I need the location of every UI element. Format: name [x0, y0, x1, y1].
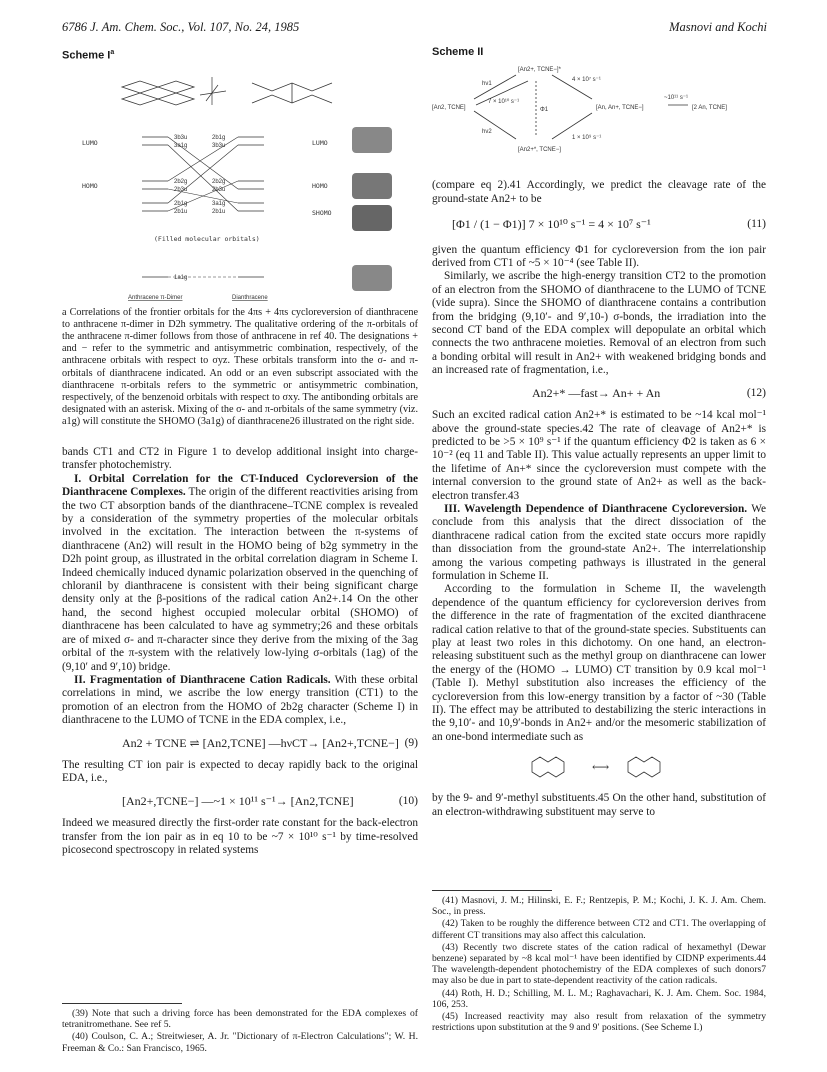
- anthracene-dimer-sketch: [122, 81, 194, 105]
- footnote-39: (39) Note that such a driving force has been demonstrated for the EDA complexes of tetranitromethane. See ref 5.: [62, 1008, 418, 1031]
- scheme-2-left: [An2, TCNE]: [432, 105, 466, 112]
- footnote-rule-left: [62, 1003, 182, 1004]
- anthracene-dimer-label: Anthracene π-Dimer: [128, 295, 183, 302]
- equation-10: [An2+,TCNE−] —~1 × 10¹¹ s⁻¹→ [An2,TCNE] (10): [122, 793, 418, 808]
- equation-11: [Φ1 / (1 − Φ1)] 7 × 10¹⁰ s⁻¹ = 4 × 10⁷ s⁻¹ (11): [452, 217, 766, 232]
- ion-pair-paragraph: The resulting CT ion pair is expected to decay rapidly back to the original EDA, i.e.,: [62, 758, 418, 785]
- scheme-2-far-right: [2 An, TCNE]: [692, 105, 727, 112]
- scheme-2-hv1: hν1: [482, 81, 492, 88]
- scheme-1-orbital-diagram: [62, 65, 418, 303]
- according-paragraph: According to the formulation in Scheme II, the wavelength dependence of the quantum efficiency for cycloreversion derives from the difference in the rate of fragmentation of the excited dianthracene radical cation relative to that of the ground-state species. Substituents can play at least two roles in this dichotomy. On one hand, an electron-releasing substituent such as the methyl group on dianthracene can lower the energy of the (HOMO → LUMO) CT transition by 0.9 kcal mol⁻¹ (Table I). Methyl substitution also increases the efficiency of the cycloreversion from this low-energy transition by a factor of ~30 (Table II). The effect may be attributed to destabilizing the steric interactions in the 9,10′- and 10,9′-bonds in An2+ and/or the mesomeric stabilization of an one-bond intermediate such as: [432, 583, 766, 743]
- running-header-right: Masnovi and Kochi: [669, 20, 767, 34]
- svg-text:2b3u: 2b3u: [212, 187, 226, 194]
- svg-text:3a1g: 3a1g: [212, 201, 226, 208]
- left-column: [62, 46, 418, 857]
- section-1-heading: I. Orbital Correlation for the CT-Induced Cycloreversion of the Dianthracene Complexes.: [62, 472, 418, 499]
- running-header-left: 6786 J. Am. Chem. Soc., Vol. 107, No. 24, 1985: [62, 20, 300, 34]
- svg-text:3b3u: 3b3u: [212, 143, 226, 150]
- equation-9: An2 + TCNE ⇌ [An2,TCNE] —hνCT→ [An2+,TCNE−] (9): [122, 735, 418, 750]
- svg-text:2b1g: 2b1g: [174, 201, 188, 208]
- svg-text:2b1u: 2b1u: [212, 209, 226, 216]
- svg-text:2b3u: 2b3u: [174, 187, 188, 194]
- footnote-42: (42) Taken to be roughly the difference between CT2 and CT1. The overlapping of different CT transitions may also affect this calculation.: [432, 918, 766, 941]
- scheme-2-hv2: hν2: [482, 129, 492, 136]
- section-1-paragraph: I. Orbital Correlation for the CT-Induced Cycloreversion of the Dianthracene Complexes. The origin of the different reactivities arising from the two CT absorption bands of the dianthracene–TCNE complex is revealed by a consideration of the symmetry properties of the molecular orbitals involved in the excitation. The interaction between the π-systems of dianthracene (An2) will result in the HOMO being of b2g symmetry in the D2h point group, as illustrated in the orbital correlation diagram in Scheme I. Indeed chemically induced dynamic polarization observed in the quenching of chloranil by dianthracene is consistent with their being significant charge density only at the β-positions of the radical cation An2+.14 On the other hand, the second highest occupied molecular orbital (SHOMO) of dianthracene has been calculated to have ag symmetry;26 and these orbitals are of mixed σ- and π-character since they derive from the mixing of the 3ag orbital of the π-system with the relatively low-lying σ-orbitals (1ag) of the (9,10′ and 9′,10) bridge.: [62, 472, 418, 673]
- section-3-paragraph: III. Wavelength Dependence of Dianthracene Cycloreversion. We conclude from this analysis that the direct dissociation of the dianthracene radical cation from the excited state occurs more rapidly than dissociation from the ground-state An2+. The interrelationship among the various competing pathways is illustrated in the general formulation in Scheme II.: [432, 502, 766, 582]
- right-footnotes: [432, 895, 766, 1034]
- footnote-rule-right: [432, 890, 552, 891]
- scheme-2-title: Scheme II: [432, 46, 484, 58]
- scheme-2-k-bottom: 1 × 10⁹ s⁻¹: [572, 135, 602, 142]
- similarly-paragraph: Similarly, we ascribe the high-energy transition CT2 to the promotion of an electron from the SHOMO of dianthracene to the LUMO of TCNE (vide supra). Since the SHOMO of dianthracene contains a contribution from the bridging (9,10′- and 9′,10-) σ-bonds, the irradiation into the second CT band of the EDA complex will depopulate an orbital which connects the two anthracene moieties. Removal of an electron from such a bonding orbital will result in An2+ with weakened bridging bonds and an increased rate of fragmentation, i.e.,: [432, 270, 766, 377]
- one-bond-intermediate-structures: [432, 748, 766, 788]
- filled-orbitals-note: (Filled molecular orbitals): [154, 235, 260, 244]
- footnote-45: (45) Increased reactivity may also result from relaxation of the symmetry restrictions upon substitution at the 9 and 9′ positions. (See Scheme I.): [432, 1011, 766, 1034]
- lumo-label: LUMO: [82, 139, 98, 148]
- svg-text:1a1g: 1a1g: [174, 275, 188, 282]
- svg-text:2b1u: 2b1u: [174, 209, 188, 216]
- section-2-heading: II. Fragmentation of Dianthracene Cation Radicals.: [74, 673, 331, 686]
- scheme-2-diagram: [432, 59, 766, 163]
- right-levels: [238, 137, 264, 277]
- compare-paragraph: (compare eq 2).41 Accordingly, we predict the cleavage rate of the ground-state An2+ to be: [432, 179, 766, 205]
- footnote-40: (40) Coulson, C. A.; Streitwieser, A. Jr. "Dictionary of π-Electron Calculations"; W. H. Freeman & Co.: San Francisco, 1965.: [62, 1031, 418, 1054]
- shomo-label: SHOMO: [312, 209, 332, 218]
- excited-paragraph: Such an excited radical cation An2+* is estimated to be ~14 kcal mol⁻¹ above the ground-state species.42 The rate of cleavage of An2+* is predicted to be >5 × 10⁹ s⁻¹ if the quantum efficiency Φ2 is taken as 6 × 10⁻² (eq 11 and Table II). This value actually represents an upper limit to the lifetime of An+* since the cycloreversion must compete with the internal conversion to the ground state of An2+ as well as the back-electron transfer.43: [432, 409, 766, 502]
- right-column: [432, 46, 766, 819]
- scheme-1-footnote: a Correlations of the frontier orbitals for the 4πs + 4πs cycloreversion of dianthracene to anthracene π-dimer in D2h symmetry. The qualitative ordering of the π-orbitals of the anthracene π-dimer follows from those of anthracene in ref 40. The designations + and − refer to the symmetric and antisymmetric combination, respectively, of the anthracene orbitals with respect to σyz. These orbitals transform into the σ- and π-orbitals of dianthracene indicated. An odd or an even subscript associated with the dianthracene π-orbitals refers to the symmetric or antisymmetric combination, respectively, of the benzenoid orbitals with respect to σxy. The antibonding orbitals are designated with an asterisk. Mixing of the σ- and π-orbitals of the same symmetry (viz. a1g) will constitute the SHOMO (3a1g) of dianthracene26 illustrated on the right side.: [62, 307, 418, 427]
- svg-text:3b3u: 3b3u: [174, 135, 188, 142]
- svg-text:2b1g: 2b1g: [212, 135, 226, 142]
- measured-paragraph: Indeed we measured directly the first-order rate constant for the back-electron transfer from the ion pair as in eq 10 to be ~7 × 10¹⁰ s⁻¹ by time-resolved picosecond spectroscopy in related systems: [62, 817, 418, 856]
- section-2-paragraph: II. Fragmentation of Dianthracene Cation Radicals. With these orbital correlations in mind, we ascribe the low energy transition (CT1) to the promotion of an electron from the HOMO of 2b2g character (Scheme I) in dianthracene to the LUMO of TCNE in the EDA complex, i.e.,: [62, 673, 418, 727]
- svg-text:⟷: ⟷: [592, 760, 610, 775]
- scheme-1-title: Scheme $I^a$: [62, 49, 115, 62]
- scheme-2-phi: Φ1: [540, 107, 549, 114]
- orbital-pictures: [352, 127, 392, 291]
- footnote-41: (41) Masnovi, J. M.; Hilinski, E. F.; Rentzepis, P. M.; Kochi, J. K. J. Am. Chem. Soc., in press.: [432, 895, 766, 918]
- homo-right-label: HOMO: [312, 182, 328, 191]
- footnote-43: (43) Recently two discrete states of the cation radical of hexamethyl (Dewar benzene) separated by ~8 kcal mol⁻¹ have been identified by CIDNP experiments.44 The wavelength-dependent photochemistry of the EDA complexes of such donors7 may also be due in part to state-dependent reactivity of the cation radicals.: [432, 941, 766, 987]
- dianthracene-label: Dianthracene: [232, 295, 268, 302]
- correlation-lines: [168, 137, 238, 277]
- scheme-2-k-top: 4 × 10⁷ s⁻¹: [572, 77, 601, 84]
- lumo-right-label: LUMO: [312, 139, 328, 148]
- axes-sketch: [200, 77, 226, 105]
- section-3-heading: III. Wavelength Dependence of Dianthracene Cycloreversion.: [444, 502, 748, 515]
- dianthracene-sketch: [252, 83, 332, 103]
- methyl-paragraph: by the 9- and 9′-methyl substituents.45 On the other hand, substitution of an electron-withdrawing substituent may serve to: [432, 792, 766, 818]
- intro-paragraph: bands CT1 and CT2 in Figure 1 to develop additional insight into charge-transfer photochemistry.: [62, 446, 418, 472]
- given-paragraph: given the quantum efficiency Φ1 for cycloreversion from the ion pair derived from CT1 of ~5 × 10⁻⁴ (see Table II).: [432, 243, 766, 270]
- left-levels: [142, 137, 168, 277]
- scheme-2-k-mid: 7 × 10¹⁰ s⁻¹: [488, 99, 520, 106]
- scheme-2-top: [An2+, TCNE−]*: [518, 67, 561, 74]
- svg-text:2b2g: 2b2g: [174, 179, 188, 186]
- homo-label: HOMO: [82, 182, 98, 191]
- svg-text:3a1g: 3a1g: [174, 143, 188, 150]
- scheme-2-bottom: [An2+*, TCNE−]: [518, 147, 561, 154]
- left-footnotes: [62, 1008, 418, 1055]
- scheme-2-k-right: ~10¹¹ s⁻¹: [664, 95, 689, 102]
- svg-text:2b2g: 2b2g: [212, 179, 226, 186]
- equation-12: An2+* —fast→ An+ + An (12): [532, 385, 766, 400]
- footnote-44: (44) Roth, H. D.; Schilling, M. L. M.; Raghavachari, K. J. Am. Chem. Soc. 1984, 106, 253.: [432, 987, 766, 1010]
- scheme-2-right: [An, An+, TCNE−]: [596, 105, 644, 112]
